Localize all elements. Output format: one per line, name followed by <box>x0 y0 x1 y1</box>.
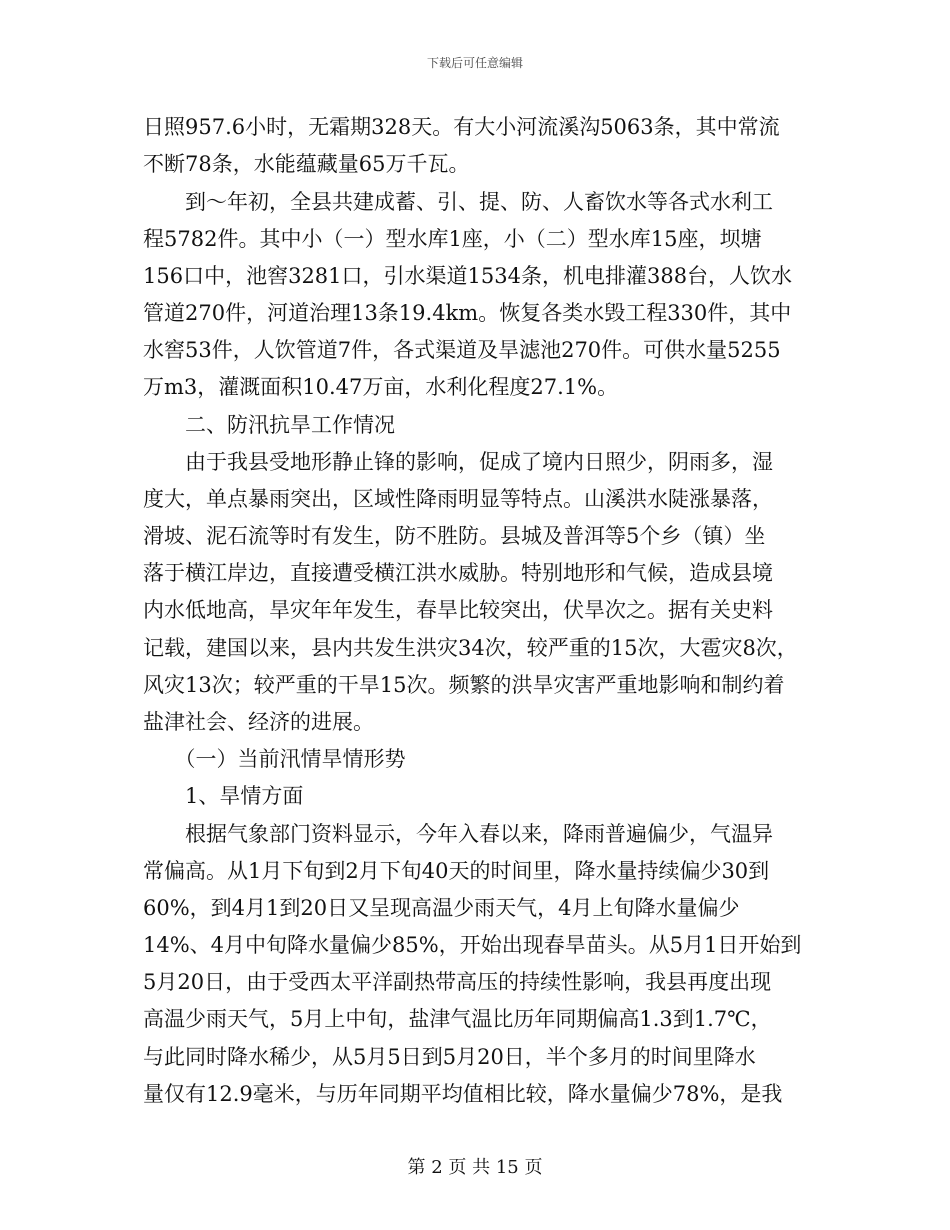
subsection-heading: （一）当前汛情旱情形势 <box>143 747 406 771</box>
body-line: 水窖53件，人饮管道7件，各式渠道及旱滤池270件。可供水量5255 <box>143 338 781 362</box>
body-line: 高温少雨天气，5月上中旬，盐津气温比历年同期偏高1.3到1.7℃， <box>143 1007 772 1031</box>
body-line: 不断78条，水能蕴藏量65万千瓦。 <box>143 152 470 176</box>
body-line: 量仅有12.9毫米，与历年同期平均值相比较，降水量偏少78%，是我 <box>143 1082 783 1106</box>
body-line: 156口中，池窖3281口，引水渠道1534条，机电排灌388台，人饮水 <box>143 264 793 288</box>
body-line: 由于我县受地形静止锋的影响，促成了境内日照少，阴雨多，湿 <box>143 450 773 474</box>
body-line: 记载，建国以来，县内共发生洪灾34次，较严重的15次，大雹灾8次， <box>143 636 798 660</box>
page-number: 第 2 页 共 15 页 <box>407 1157 543 1178</box>
subsection-heading: 1、旱情方面 <box>143 784 304 808</box>
body-line: 日照957.6小时，无霜期328天。有大小河流溪沟5063条，其中常流 <box>143 115 780 139</box>
body-line: 到～年初，全县共建成蓄、引、提、防、人畜饮水等各式水利工 <box>143 190 773 214</box>
body-line: 5月20日，由于受西太平洋副热带高压的持续性影响，我县再度出现 <box>143 970 772 994</box>
page-header: 下载后可任意编辑 <box>426 56 523 70</box>
body-line: 与此同时降水稀少，从5月5日到5月20日，半个多月的时间里降水 <box>143 1045 756 1069</box>
body-line: 60%，到4月1到20日又呈现高温少雨天气，4月上旬降水量偏少 <box>143 896 740 920</box>
body-line: 风灾13次；较严重的干旱15次。频繁的洪旱灾害严重地影响和制约着 <box>143 673 785 697</box>
body-line: 盐津社会、经济的进展。 <box>143 710 374 734</box>
body-line: 内水低地高，旱灾年年发生，春旱比较突出，伏旱次之。据有关史料 <box>143 598 773 622</box>
body-line: 落于横江岸边，直接遭受横江洪水威胁。特别地形和气候，造成县境 <box>143 561 773 585</box>
body-line: 滑坡、泥石流等时有发生，防不胜防。县城及普洱等5个乡（镇）坐 <box>143 524 766 548</box>
body-line: 管道270件，河道治理13条19.4km。恢复各类水毁工程330件，其中 <box>143 301 792 325</box>
body-line: 万m3，灌溉面积10.47万亩，水利化程度27.1%。 <box>143 375 619 399</box>
body-line: 常偏高。从1月下旬到2月下旬40天的时间里，降水量持续偏少30到 <box>143 859 770 883</box>
body-line: 度大，单点暴雨突出，区域性降雨明显等特点。山溪洪水陡涨暴落， <box>143 487 773 511</box>
body-line: 程5782件。其中小（一）型水库1座，小（二）型水库15座，坝塘 <box>143 227 762 251</box>
section-heading: 二、防汛抗旱工作情况 <box>143 413 395 437</box>
body-line: 根据气象部门资料显示，今年入春以来，降雨普遍偏少，气温异 <box>143 822 773 846</box>
body-line: 14%、4月中旬降水量偏少85%，开始出现春旱苗头。从5月1日开始到 <box>143 933 802 957</box>
